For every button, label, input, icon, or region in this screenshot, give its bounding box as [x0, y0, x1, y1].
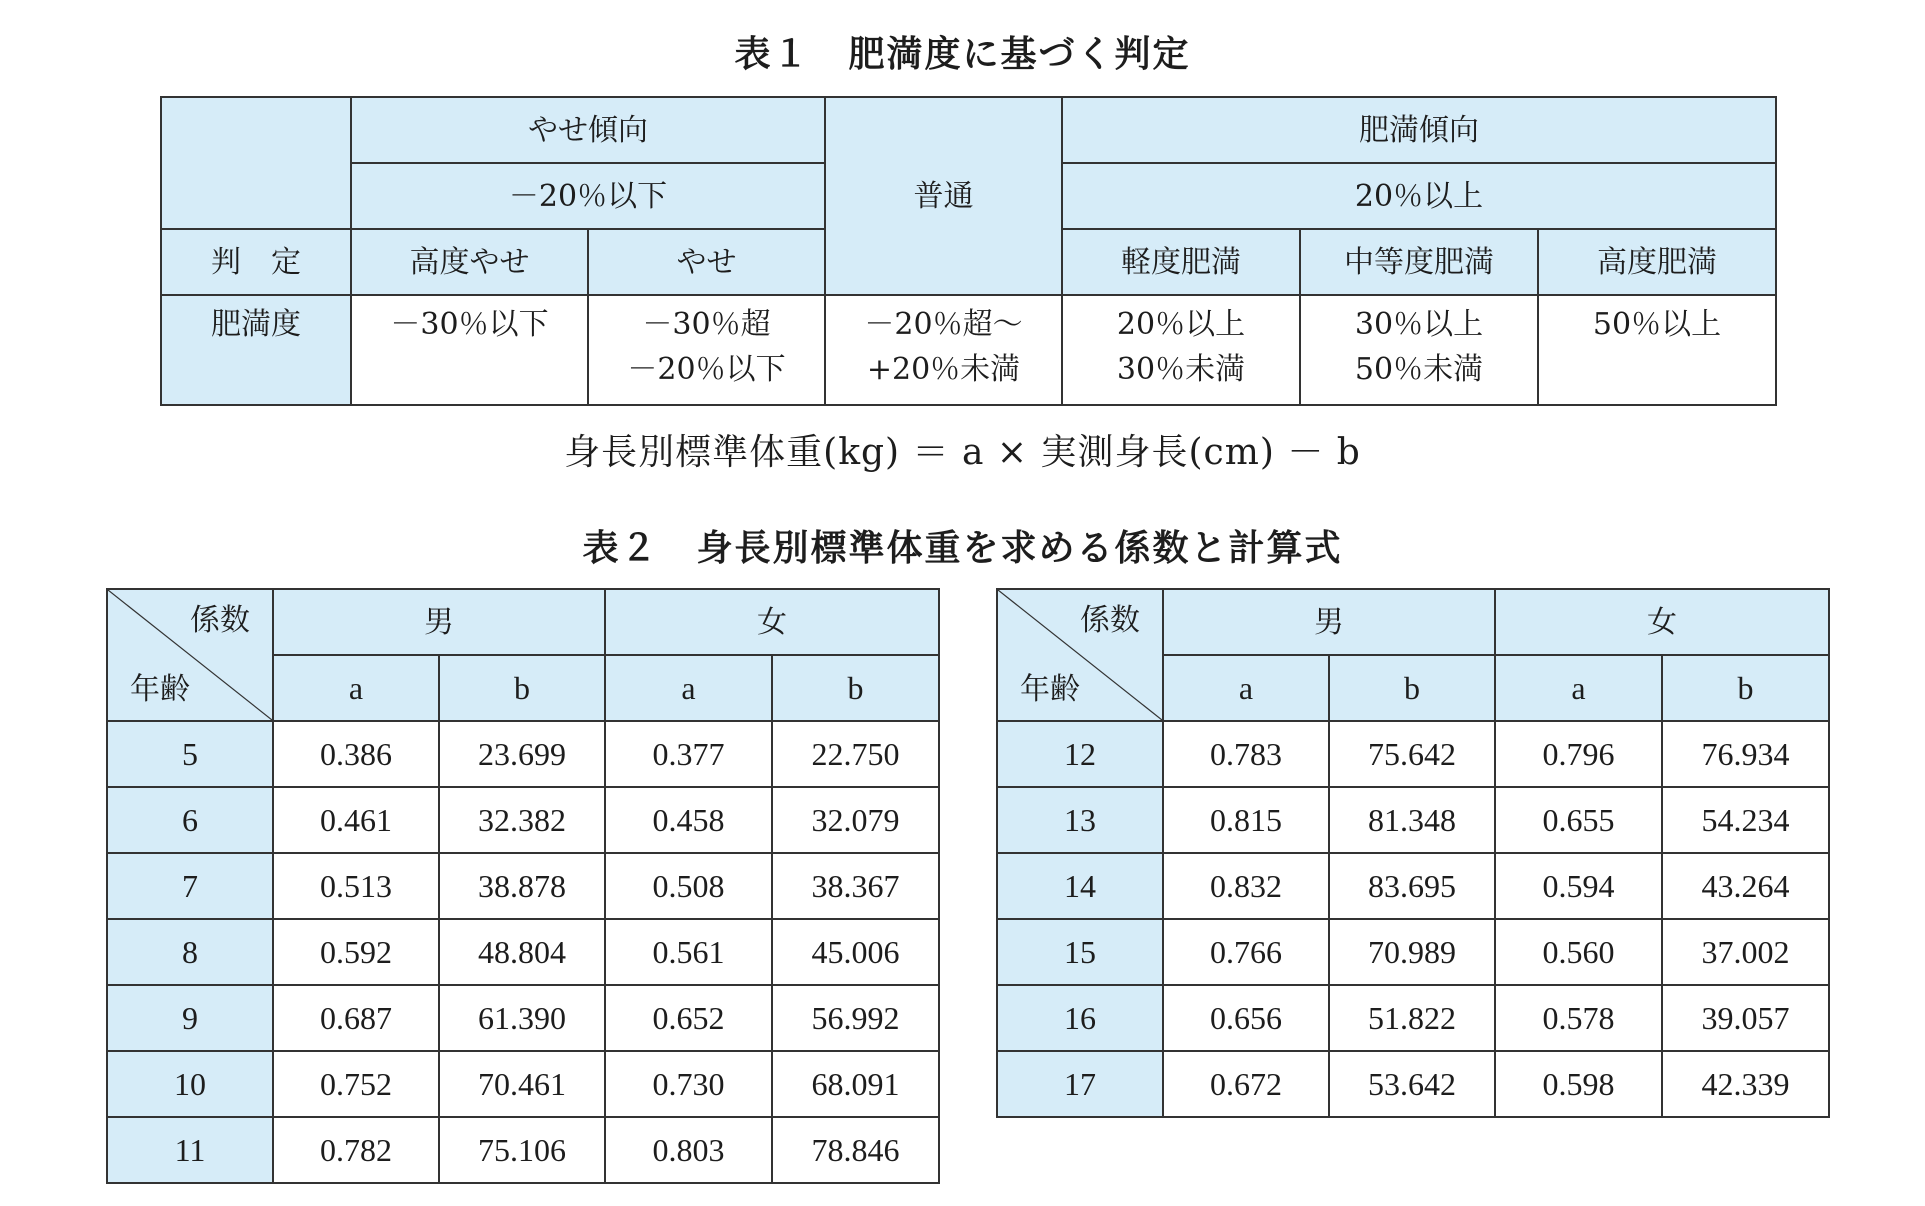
table1-title: 表１ 肥満度に基づく判定 [734, 34, 1191, 75]
male-a-cell: 0.766 [1163, 919, 1329, 985]
female-a-cell: 0.730 [605, 1051, 772, 1117]
right-rows [997, 721, 1829, 1117]
female-b-cell: 22.750 [772, 721, 939, 787]
age-cell: 8 [107, 919, 273, 985]
female-b-cell: 54.234 [1662, 787, 1829, 853]
age-cell: 9 [107, 985, 273, 1051]
male-b-header: b [439, 655, 605, 721]
age-cell: 13 [997, 787, 1163, 853]
male-b-cell: 81.348 [1329, 787, 1495, 853]
male-a-cell: 0.783 [1163, 721, 1329, 787]
coefficient-age-corner [107, 589, 273, 721]
male-b-cell: 61.390 [439, 985, 605, 1051]
female-b-cell: 78.846 [772, 1117, 939, 1183]
table-row [997, 1051, 1829, 1117]
male-a-cell: 0.386 [273, 721, 439, 787]
male-b-cell: 51.822 [1329, 985, 1495, 1051]
female-a-cell: 0.508 [605, 853, 772, 919]
male-a-cell: 0.782 [273, 1117, 439, 1183]
female-a-cell: 0.560 [1495, 919, 1662, 985]
female-b-cell: 38.367 [772, 853, 939, 919]
female-b-cell: 68.091 [772, 1051, 939, 1117]
male-a-cell: 0.832 [1163, 853, 1329, 919]
female-b-cell: 45.006 [772, 919, 939, 985]
category-mild-obese: 軽度肥満 [1062, 229, 1300, 295]
category-moderate-obese: 中等度肥満 [1300, 229, 1538, 295]
male-a-cell: 0.656 [1163, 985, 1329, 1051]
male-b-cell: 38.878 [439, 853, 605, 919]
male-a-cell: 0.815 [1163, 787, 1329, 853]
male-b-cell: 70.461 [439, 1051, 605, 1117]
table-row [107, 919, 939, 985]
coefficient-label: 係数 [190, 603, 250, 638]
table-row [107, 787, 939, 853]
category-severe-thin: 高度やせ [351, 229, 588, 295]
age-cell: 11 [107, 1117, 273, 1183]
female-header: 女 [1495, 589, 1829, 655]
male-b-header: b [1329, 655, 1495, 721]
female-b-cell: 32.079 [772, 787, 939, 853]
category-thin: やせ [588, 229, 825, 295]
table-row [997, 919, 1829, 985]
table-row [107, 985, 939, 1051]
obese-range-header: 20％以上 [1062, 163, 1776, 229]
obesity-judgement-table [160, 96, 1777, 406]
table-row [107, 1117, 939, 1183]
male-a-cell: 0.513 [273, 853, 439, 919]
coefficient-label: 係数 [1080, 603, 1140, 638]
age-cell: 16 [997, 985, 1163, 1051]
table1-corner-cell [161, 97, 351, 229]
age-label: 年齢 [130, 672, 190, 707]
female-a-cell: 0.561 [605, 919, 772, 985]
female-b-header: b [772, 655, 939, 721]
normal-header: 普通 [825, 97, 1062, 295]
standard-weight-formula: 身長別標準体重(kg) ＝ a × 実測身長(cm) － b [564, 432, 1361, 473]
age-cell: 7 [107, 853, 273, 919]
male-b-cell: 75.106 [439, 1117, 605, 1183]
male-b-cell: 70.989 [1329, 919, 1495, 985]
male-b-cell: 48.804 [439, 919, 605, 985]
obese-tendency-header: 肥満傾向 [1062, 97, 1776, 163]
table-row [997, 721, 1829, 787]
table-row [997, 985, 1829, 1051]
thin-tendency-header: やせ傾向 [351, 97, 825, 163]
coefficient-age-corner [997, 589, 1163, 721]
degree-cell: －30％超 －20％以下 [588, 295, 825, 405]
age-label: 年齢 [1020, 672, 1080, 707]
age-cell: 5 [107, 721, 273, 787]
male-a-cell: 0.592 [273, 919, 439, 985]
table-row [107, 721, 939, 787]
table-row [107, 1051, 939, 1117]
female-a-cell: 0.458 [605, 787, 772, 853]
female-b-cell: 76.934 [1662, 721, 1829, 787]
thin-range-header: －20％以下 [351, 163, 825, 229]
female-b-cell: 56.992 [772, 985, 939, 1051]
degree-cell: －30％以下 [351, 295, 588, 405]
male-a-cell: 0.672 [1163, 1051, 1329, 1117]
female-b-cell: 39.057 [1662, 985, 1829, 1051]
female-a-cell: 0.377 [605, 721, 772, 787]
degree-cell: 20％以上 30％未満 [1062, 295, 1300, 405]
female-a-cell: 0.594 [1495, 853, 1662, 919]
female-a-cell: 0.652 [605, 985, 772, 1051]
age-cell: 12 [997, 721, 1163, 787]
male-b-cell: 23.699 [439, 721, 605, 787]
left-rows [107, 721, 939, 1183]
male-b-cell: 32.382 [439, 787, 605, 853]
male-b-cell: 53.642 [1329, 1051, 1495, 1117]
degree-cell: 50％以上 [1538, 295, 1776, 405]
female-a-cell: 0.578 [1495, 985, 1662, 1051]
female-a-cell: 0.655 [1495, 787, 1662, 853]
age-cell: 14 [997, 853, 1163, 919]
female-b-cell: 43.264 [1662, 853, 1829, 919]
table-row [107, 853, 939, 919]
degree-row-label: 肥満度 [161, 295, 351, 405]
male-a-header: a [273, 655, 439, 721]
male-a-cell: 0.687 [273, 985, 439, 1051]
male-header: 男 [273, 589, 605, 655]
female-b-cell: 37.002 [1662, 919, 1829, 985]
male-a-cell: 0.752 [273, 1051, 439, 1117]
female-b-header: b [1662, 655, 1829, 721]
male-a-cell: 0.461 [273, 787, 439, 853]
table-row [997, 787, 1829, 853]
category-severe-obese: 高度肥満 [1538, 229, 1776, 295]
female-a-header: a [605, 655, 772, 721]
male-b-cell: 75.642 [1329, 721, 1495, 787]
age-cell: 10 [107, 1051, 273, 1117]
age-cell: 15 [997, 919, 1163, 985]
age-cell: 17 [997, 1051, 1163, 1117]
degree-cell: 30％以上 50％未満 [1300, 295, 1538, 405]
degree-cell: －20％超～ +20％未満 [825, 295, 1062, 405]
female-header: 女 [605, 589, 939, 655]
male-header: 男 [1163, 589, 1495, 655]
male-b-cell: 83.695 [1329, 853, 1495, 919]
judgement-row-label: 判 定 [161, 229, 351, 295]
female-a-cell: 0.803 [605, 1117, 772, 1183]
female-a-header: a [1495, 655, 1662, 721]
coefficient-table-right [996, 588, 1830, 1118]
table2-title: 表２ 身長別標準体重を求める係数と計算式 [582, 528, 1343, 569]
male-a-header: a [1163, 655, 1329, 721]
coefficient-table-left [106, 588, 940, 1184]
age-cell: 6 [107, 787, 273, 853]
table-row [997, 853, 1829, 919]
female-a-cell: 0.598 [1495, 1051, 1662, 1117]
female-b-cell: 42.339 [1662, 1051, 1829, 1117]
female-a-cell: 0.796 [1495, 721, 1662, 787]
